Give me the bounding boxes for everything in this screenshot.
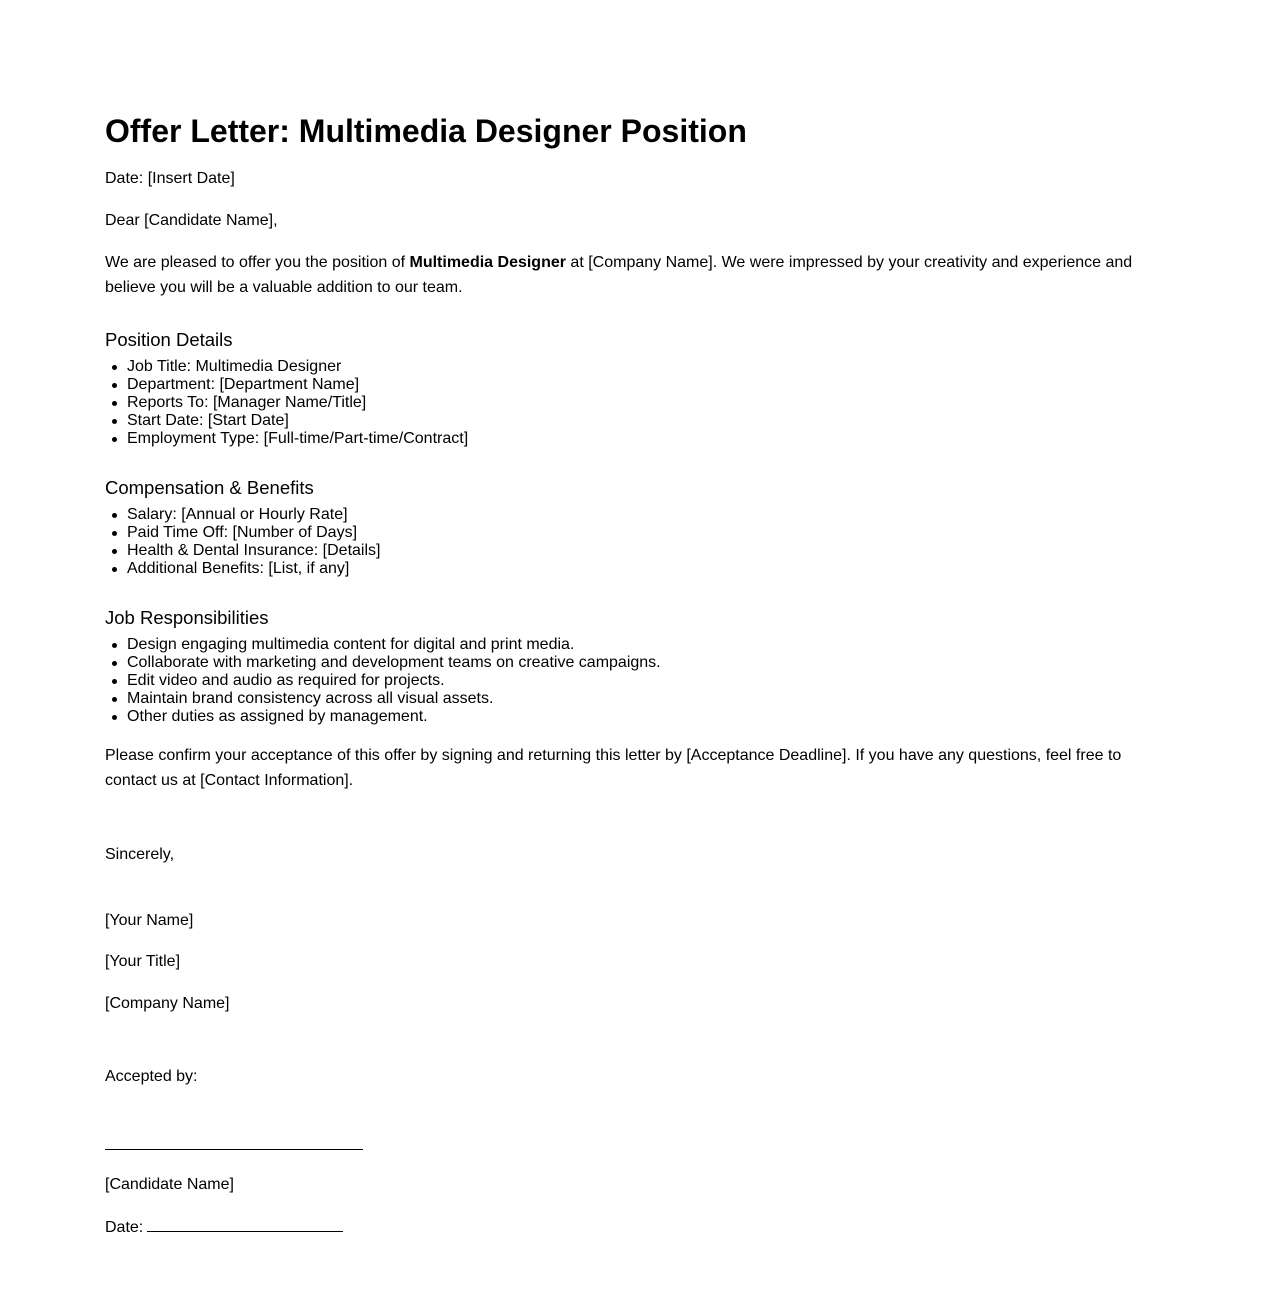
bullet-icon [112, 437, 117, 442]
acceptance-date-line[interactable] [147, 1217, 343, 1232]
intro-position-name: Multimedia Designer [409, 254, 566, 271]
section-heading-position-details: Position Details [105, 329, 233, 350]
list-item [127, 506, 380, 524]
signature-line[interactable] [105, 1149, 363, 1150]
list-item [127, 560, 380, 578]
intro-paragraph [105, 250, 1145, 300]
bullet-icon [112, 679, 117, 684]
list-item [127, 358, 468, 376]
list-item-text: Maintain brand consistency across all visual assets. [127, 690, 494, 707]
list-item-text: Additional Benefits: [List, if any] [127, 560, 350, 577]
list-item-text: Paid Time Off: [Number of Days] [127, 524, 358, 541]
list-item [127, 636, 661, 654]
list-item-text: Employment Type: [Full-time/Part-time/Contract] [127, 430, 469, 447]
intro-text-end: at [Company Name]. We were impressed by your creativity and experience and believe you will be a valuable addition to our team. [105, 254, 1133, 296]
list-item-text: Collaborate with marketing and development teams on creative campaigns. [127, 654, 661, 671]
list-item [127, 690, 661, 708]
compensation-list [105, 506, 380, 578]
list-item [127, 430, 468, 448]
list-item [127, 708, 661, 726]
acceptance-date-label: Date: [105, 1219, 144, 1236]
list-item [127, 412, 468, 430]
sender-name: [Your Name] [105, 912, 194, 929]
bullet-icon [112, 549, 117, 554]
bullet-icon [112, 365, 117, 370]
sender-title: [Your Title] [105, 953, 181, 970]
sign-off: Sincerely, [105, 846, 175, 863]
date-line: Date: [Insert Date] [105, 170, 235, 187]
sender-company: [Company Name] [105, 995, 230, 1012]
list-item-text: Reports To: [Manager Name/Title] [127, 394, 367, 411]
salutation: Dear [Candidate Name], [105, 212, 278, 229]
list-item-text: Salary: [Annual or Hourly Rate] [127, 506, 348, 523]
acceptance-date-row [105, 1217, 343, 1237]
bullet-icon [112, 383, 117, 388]
bullet-icon [112, 643, 117, 648]
list-item-text: Edit video and audio as required for projects. [127, 672, 445, 689]
position-details-list [105, 358, 468, 448]
bullet-icon [112, 567, 117, 572]
section-heading-responsibilities: Job Responsibilities [105, 607, 269, 628]
bullet-icon [112, 401, 117, 406]
bullet-icon [112, 419, 117, 424]
section-heading-compensation: Compensation & Benefits [105, 477, 314, 498]
list-item-text: Start Date: [Start Date] [127, 412, 289, 429]
bullet-icon [112, 697, 117, 702]
list-item [127, 672, 661, 690]
bullet-icon [112, 661, 117, 666]
responsibilities-list [105, 636, 661, 726]
closing-paragraph: Please confirm your acceptance of this offer by signing and returning this letter by [Acceptance Deadline]. If you have any questions, feel free to contact us at [Contact Information]. [105, 747, 1122, 789]
list-item-text: Other duties as assigned by management. [127, 708, 428, 725]
list-item [127, 524, 380, 542]
list-item-text: Design engaging multimedia content for digital and print media. [127, 636, 575, 653]
list-item [127, 376, 468, 394]
page-title: Offer Letter: Multimedia Designer Position [105, 113, 747, 149]
bullet-icon [112, 715, 117, 720]
candidate-name: [Candidate Name] [105, 1176, 234, 1193]
list-item-text: Health & Dental Insurance: [Details] [127, 542, 381, 559]
intro-text-start: We are pleased to offer you the position of [105, 254, 410, 271]
bullet-icon [112, 531, 117, 536]
list-item [127, 542, 380, 560]
list-item-text: Department: [Department Name] [127, 376, 360, 393]
bullet-icon [112, 513, 117, 518]
accepted-by-label: Accepted by: [105, 1068, 198, 1085]
list-item-text: Job Title: Multimedia Designer [127, 358, 342, 375]
list-item [127, 394, 468, 412]
list-item [127, 654, 661, 672]
